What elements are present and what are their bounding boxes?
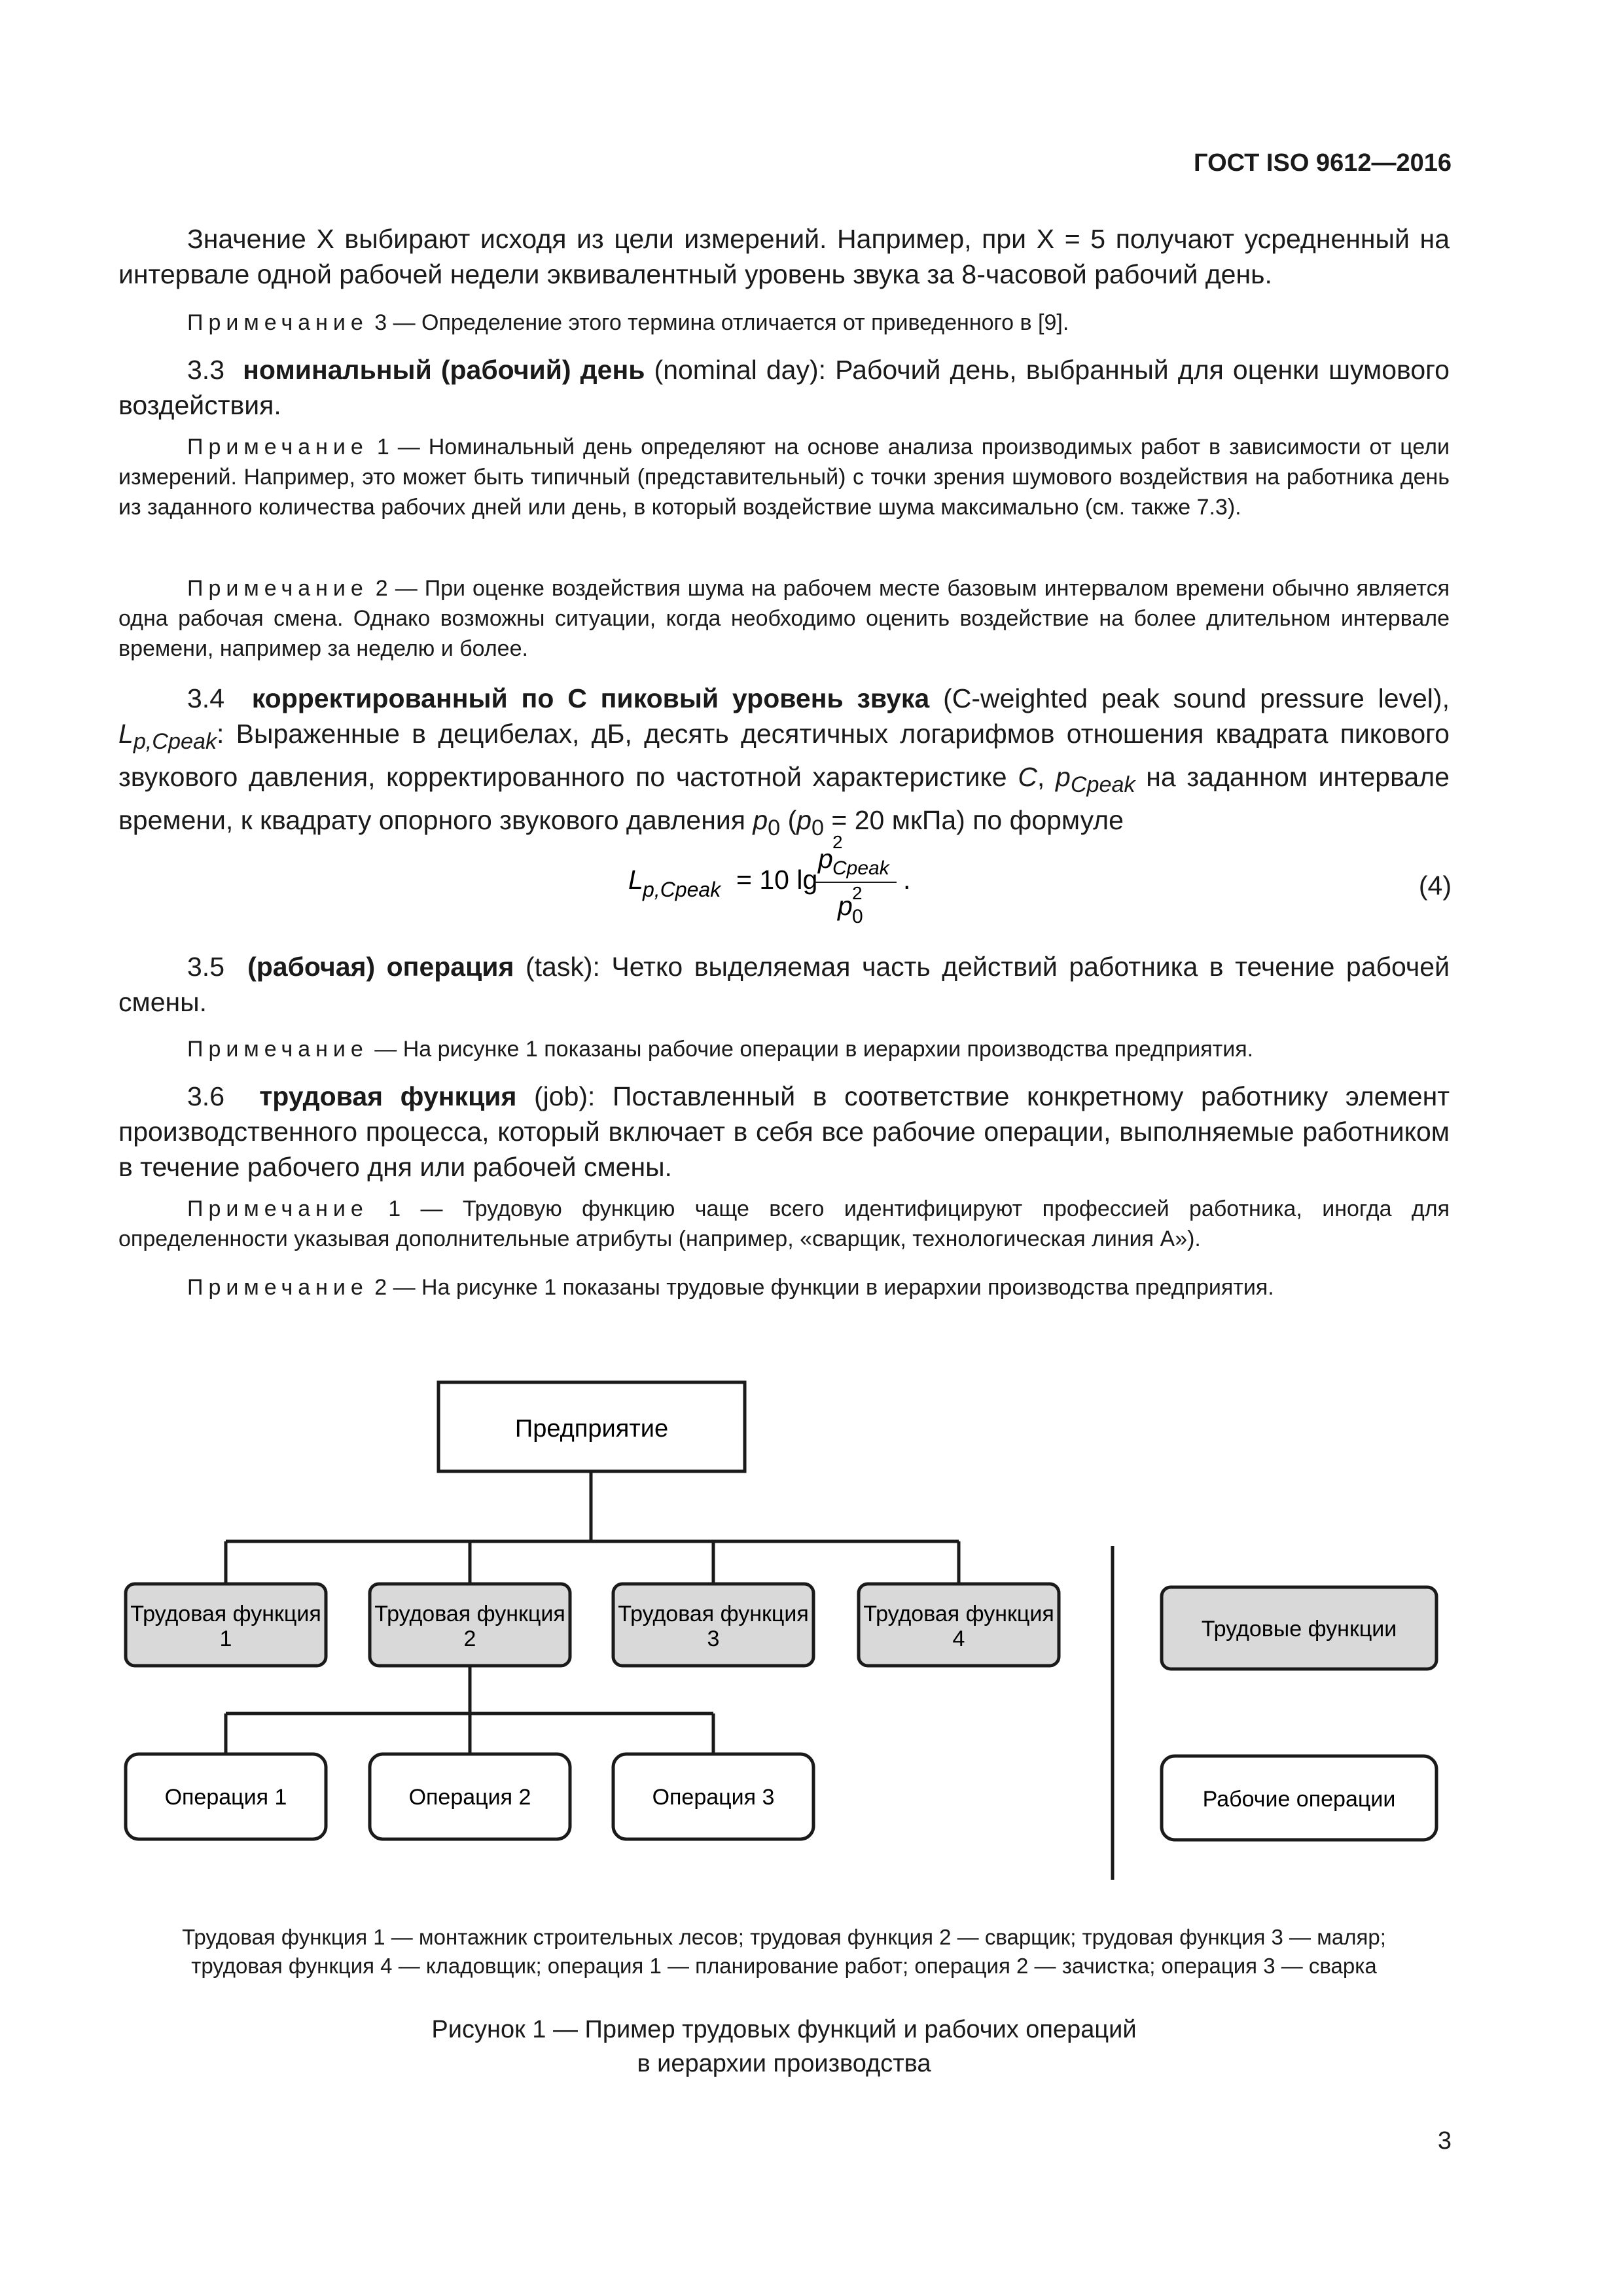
definition-part: : Выраженные в децибелах, дБ, десять десятичных логарифмов отношения квадрата пикового звукового давления, корректированного по частотной характеристике	[118, 719, 1450, 793]
note-label: Примечание	[187, 310, 368, 335]
section-number: 3.4	[187, 683, 224, 713]
note-text: 1 — Номинальный день определяют на основе анализа производимых работ в зависимости от цели измерений. Например, это может быть типичный (представительный) с точки зрения шумового воздействия на работника день из заданного количества рабочих дней или день, в который воздействие шума максимально (см. также 7.3).	[118, 435, 1450, 520]
definition: (nominal day): Рабочий день, выбранный для оценки шумового воздействия.	[118, 355, 1450, 420]
legend-jobs-box	[1162, 1587, 1436, 1669]
job-box	[370, 1584, 570, 1666]
operation-box	[126, 1754, 326, 1839]
numerator-subscript: Cpeak	[832, 857, 889, 879]
numerator-symbol: p	[818, 844, 833, 874]
symbol: L	[118, 719, 134, 749]
symbol-subscript: 0	[812, 816, 825, 841]
formula-4	[628, 830, 942, 928]
note-text: 3 — Определение этого термина отличается от приведенного в [9].	[374, 310, 1069, 335]
definition-part: на заданном интервале времени, к квадрату опорного звукового давления	[118, 762, 1450, 836]
paragraph-x	[118, 221, 1450, 292]
symbol-subscript: p,Cpeak	[133, 729, 217, 755]
formula-number: (4)	[1418, 870, 1452, 901]
section-3-6	[118, 1079, 1450, 1185]
definition: (task): Четко выделяемая часть действий работника в течение рабочей смены.	[118, 952, 1450, 1017]
job-box	[859, 1584, 1059, 1666]
legend-jobs-label: Трудовые функции	[1201, 1617, 1397, 1641]
section-3-5-note	[118, 1034, 1450, 1064]
figure-title	[118, 2013, 1450, 2081]
note-label: Примечание	[187, 576, 368, 601]
operation-label: Операция 1	[164, 1785, 287, 1810]
numerator-superscript: 2	[832, 832, 843, 852]
paragraph-x-text: Значение X выбирают исходя из цели измерений. Например, при X = 5 получают усредненный на интервале одной рабочей недели эквивалентный уровень звука за 8-часовой рабочий день.	[118, 224, 1450, 289]
job-label: Трудовая функция	[130, 1602, 321, 1626]
document-header: ГОСТ ISO 9612—2016	[1194, 149, 1452, 177]
operation-box	[613, 1754, 813, 1839]
definition-part: = 20 мкПа) по формуле	[824, 805, 1124, 836]
job-label: Трудовая функция	[618, 1602, 809, 1626]
symbol: C	[1018, 762, 1037, 793]
job-number: 1	[219, 1626, 232, 1651]
operation-label: Операция 3	[652, 1785, 775, 1810]
figure-title-line: Рисунок 1 — Пример трудовых функций и рабочих операций	[431, 2016, 1137, 2043]
section-3-6-note-2	[118, 1272, 1450, 1302]
operation-box	[370, 1754, 570, 1839]
job-box	[126, 1584, 326, 1666]
section-3-3-note-1	[118, 432, 1450, 522]
job-number: 4	[952, 1626, 965, 1651]
symbol-subscript: Cpeak	[1070, 772, 1135, 798]
formula-operator: = 10 lg	[736, 865, 818, 895]
term: номинальный (рабочий) день	[243, 355, 645, 385]
note-text: 2 — На рисунке 1 показаны трудовые функции в иерархии производства предприятия.	[374, 1275, 1274, 1300]
note-label: Примечание	[187, 1037, 368, 1062]
term: (рабочая) операция	[247, 952, 514, 982]
definition-part: (	[787, 805, 797, 836]
denominator-subscript: 0	[852, 906, 863, 927]
note-text: 1 — Трудовую функцию чаще всего идентифицируют профессией работника, иногда для определенности указывая дополнительные атрибуты (например, «сварщик, технологическая линия А»).	[118, 1196, 1450, 1251]
section-3-4: 3.4 корректированный по С пиковый уровень звука (C-weighted peak sound pressure level), $L_{p,Cpeak}$: Выраженные в децибелах, дБ, десять десятичных логарифмов отношения квадрата пикового звукового давления, корректированного по частотной характеристике C, $p_{Cpeak}$ на заданном интервале времени, к квадрату опорного звукового давления $p_0$ ($p_0 = 20$ мкПа) по формуле	[118, 683, 1450, 841]
section-3-3	[118, 352, 1450, 423]
hierarchy-diagram	[0, 1348, 1623, 1898]
note-text: — На рисунке 1 показаны рабочие операции в иерархии производства предприятия.	[374, 1037, 1254, 1062]
definition-part: (C-weighted peak sound pressure level),	[943, 683, 1450, 713]
symbol: p	[796, 805, 812, 836]
section-3-5	[118, 949, 1450, 1020]
section-number: 3.6	[187, 1081, 224, 1111]
note-label: Примечание	[187, 1196, 368, 1221]
formula-lhs: L	[628, 865, 643, 895]
page-number: 3	[1437, 2127, 1452, 2155]
section-3-3-note-2	[118, 573, 1450, 664]
job-label: Трудовая функция	[374, 1602, 565, 1626]
legend-line: трудовая функция 4 — кладовщик; операция 1 — планирование работ; операция 2 — зачистка; операция 3 — сварка	[191, 1954, 1377, 1978]
legend-line: Трудовая функция 1 — монтажник строительных лесов; трудовая функция 2 — сварщик; трудовая функция 3 — маляр;	[182, 1925, 1386, 1949]
symbol: p	[1056, 762, 1071, 793]
note-label: Примечание	[187, 435, 368, 459]
denominator-superscript: 2	[852, 883, 863, 903]
term: трудовая функция	[259, 1081, 517, 1111]
legend-ops-label: Рабочие операции	[1202, 1787, 1396, 1812]
denominator-symbol: p	[838, 891, 853, 921]
section-number: 3.3	[187, 355, 224, 385]
root-label: Предприятие	[514, 1415, 669, 1443]
section-3-6-note-1	[118, 1194, 1450, 1254]
note-label: Примечание	[187, 1275, 368, 1300]
symbol-subscript: 0	[768, 816, 781, 841]
term: корректированный по С пиковый уровень звука	[251, 683, 930, 713]
note-3	[118, 308, 1450, 338]
note-text: 2 — При оценке воздействия шума на рабочем месте базовым интервалом времени обычно является одна рабочая смена. Однако возможны ситуации, когда необходимо оценить воздействие на более длительном интервале времени, например за неделю и более.	[118, 576, 1450, 661]
figure-title-line: в иерархии производства	[637, 2050, 931, 2077]
formula-lhs-subscript: p,Cpeak	[643, 878, 721, 901]
job-label: Трудовая функция	[863, 1602, 1054, 1626]
definition: (job): Поставленный в соответствие конкретному работнику элемент производственного процесса, который включает в себя все рабочие операции, выполняемые работником в течение рабочего дня или рабочей смены.	[118, 1081, 1450, 1182]
job-number: 2	[463, 1626, 476, 1651]
job-number: 3	[707, 1626, 720, 1651]
operation-label: Операция 2	[408, 1785, 531, 1810]
figure-legend	[118, 1923, 1450, 1981]
section-number: 3.5	[187, 952, 224, 982]
job-box	[613, 1584, 813, 1666]
symbol: p	[753, 805, 768, 836]
legend-ops-box	[1162, 1756, 1436, 1840]
formula-period: .	[903, 865, 911, 895]
